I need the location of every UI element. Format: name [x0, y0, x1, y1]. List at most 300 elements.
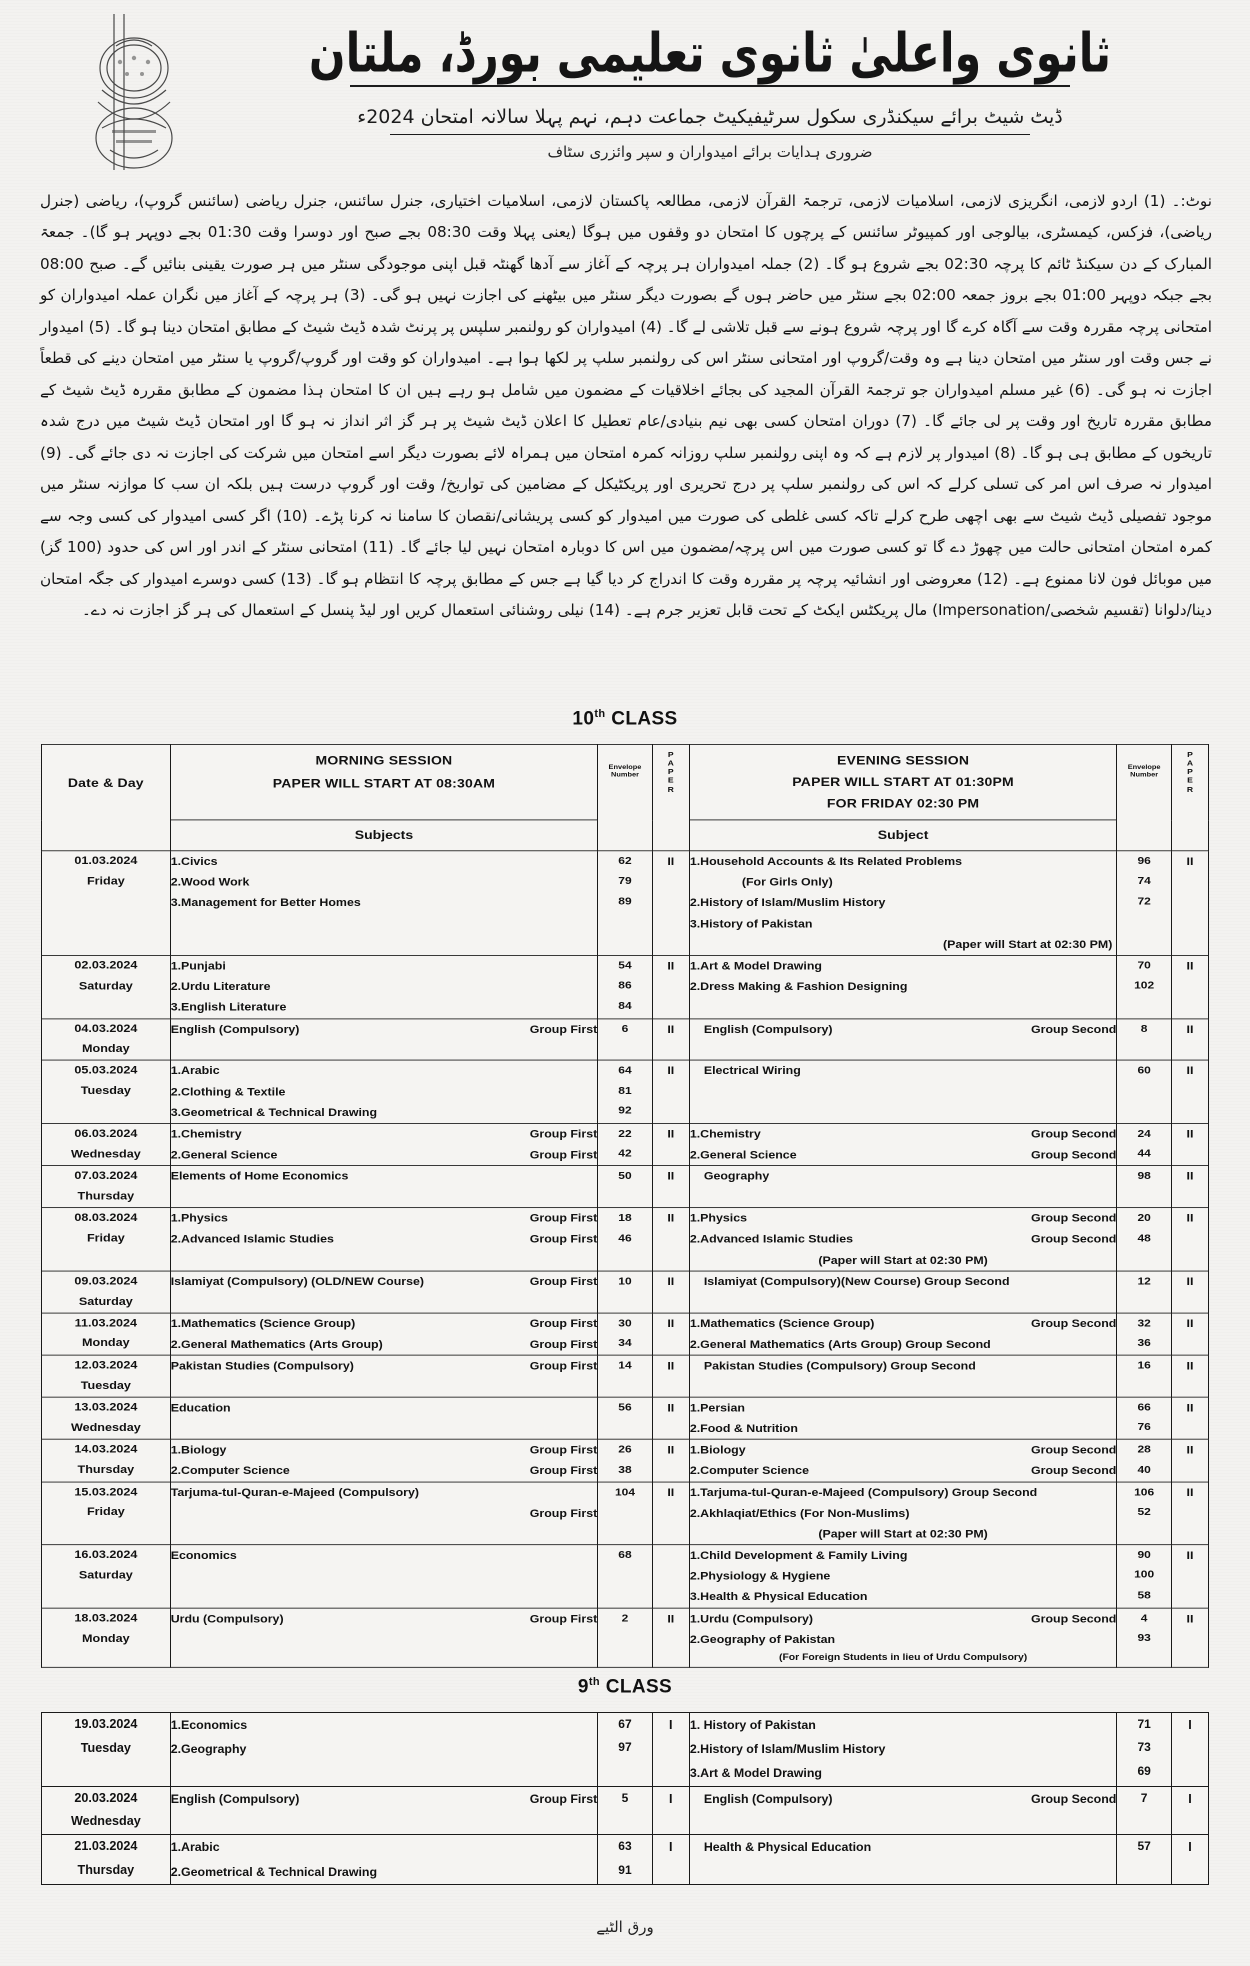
cell-evening-envelope — [1117, 1713, 1172, 1787]
cell-evening-envelope — [1117, 1060, 1172, 1123]
envelope-number: 7 — [1140, 1790, 1148, 1805]
subject-line — [690, 1440, 1117, 1461]
subject-line — [171, 851, 598, 872]
subject-name: English (Compulsory) — [703, 1791, 833, 1806]
subject-line — [171, 872, 598, 893]
subject-name: 2.History of Islam/Muslim History — [689, 896, 886, 910]
row-day: Friday — [86, 1232, 125, 1245]
cell-morning-subjects — [170, 1545, 598, 1608]
cell-morning-paper: II — [652, 851, 689, 956]
cell-date-day — [42, 1313, 171, 1355]
cell-morning-envelope — [598, 1166, 653, 1208]
row-day: Saturday — [78, 979, 133, 992]
envelope-number: 104 — [614, 1485, 635, 1498]
cell-evening-paper: II — [1171, 1313, 1208, 1355]
class10-banner — [41, 708, 1209, 730]
envelope-number: 48 — [1137, 1231, 1151, 1244]
subject-group: Group Second — [1030, 1212, 1117, 1225]
cell-morning-paper: II — [652, 1166, 689, 1208]
subject-name: 2.Geography of Pakistan — [689, 1633, 836, 1646]
table-row — [42, 1166, 1209, 1208]
cell-evening-envelope — [1117, 1786, 1172, 1835]
envelope-number: 40 — [1137, 1463, 1151, 1476]
cell-morning-envelope — [598, 1608, 653, 1668]
board-crest-icon — [72, 10, 192, 175]
subject-line — [690, 1355, 1117, 1376]
subject-line — [690, 872, 1117, 893]
table-row — [42, 1355, 1209, 1397]
row-day: Saturday — [78, 1569, 133, 1582]
table-row — [42, 1018, 1209, 1060]
cell-date-day — [42, 1439, 171, 1481]
cell-morning-envelope — [598, 1355, 653, 1397]
subject-line — [171, 1503, 598, 1519]
envelope-number: 26 — [618, 1443, 632, 1456]
subject-line — [690, 1587, 1117, 1608]
subject-name: 1.Tarjuma-tul-Quran-e-Majeed (Compulsory) Group Second — [689, 1486, 1038, 1499]
row-day: Monday — [82, 1337, 130, 1350]
cell-date-day — [42, 1545, 171, 1608]
subject-name: Geography — [703, 1170, 770, 1183]
cell-date-day — [42, 1060, 171, 1123]
subject-name: 1.Economics — [170, 1718, 248, 1732]
subject-line — [171, 1713, 598, 1737]
envelope-number: 50 — [618, 1169, 632, 1182]
table-row — [42, 851, 1209, 956]
header-envelope-evening — [1117, 744, 1172, 850]
subject-line — [171, 1608, 598, 1629]
subject-name: 2.Akhlaqiat/Ethics (For Non-Muslims) — [689, 1507, 910, 1520]
subject-group: Group Second — [1030, 1791, 1117, 1806]
cell-evening-envelope — [1117, 1166, 1172, 1208]
subject-group: Group First — [529, 1359, 598, 1372]
subject-line — [690, 1650, 1117, 1667]
subject-line — [690, 1250, 1117, 1271]
subject-line — [690, 1835, 1117, 1859]
cell-evening-subjects — [689, 1271, 1117, 1313]
cell-evening-envelope — [1117, 1439, 1172, 1481]
cell-evening-subjects — [689, 1166, 1117, 1208]
header-paper-evening — [1171, 744, 1208, 850]
cell-morning-subjects — [170, 1166, 598, 1208]
envelope-number: 79 — [618, 874, 632, 887]
subject-group: Group First — [529, 1233, 598, 1246]
subject-line — [171, 1102, 598, 1123]
class10-table-head — [42, 744, 1209, 850]
subject-name: 2.History of Islam/Muslim History — [689, 1742, 886, 1757]
row-date: 05.03.2024 — [74, 1064, 138, 1077]
cell-morning-paper: I — [652, 1835, 689, 1884]
subject-name: Pakistan Studies (Compulsory) — [170, 1359, 354, 1372]
subject-line — [690, 1460, 1117, 1481]
subject-name: English (Compulsory) — [170, 1023, 300, 1036]
title-divider — [350, 85, 1070, 87]
subject-name: 1.Household Accounts & Its Related Problems — [689, 855, 963, 868]
subject-name: 1.Physics — [689, 1212, 748, 1225]
page-footer: ورق الٹیے — [596, 1918, 654, 1936]
header-paper-morning-label: P A P E R — [667, 750, 674, 794]
cell-morning-subjects — [170, 1608, 598, 1668]
envelope-number: 86 — [618, 979, 632, 992]
cell-evening-paper: II — [1171, 955, 1208, 1018]
envelope-number: 74 — [1137, 874, 1151, 887]
subject-line — [171, 1860, 598, 1884]
cell-morning-paper: II — [652, 1608, 689, 1668]
subject-name: 1.Child Development & Family Living — [689, 1549, 908, 1562]
cell-evening-paper: II — [1171, 851, 1208, 956]
envelope-number: 84 — [618, 999, 632, 1012]
cell-evening-paper: I — [1171, 1786, 1208, 1835]
subject-name: 2.Wood Work — [170, 876, 250, 889]
cell-morning-paper: II — [652, 1482, 689, 1545]
cell-morning-subjects — [170, 1482, 598, 1545]
instructions-heading: ضروری ہدایات برائے امیدواران و سپر وائزری سٹاف — [547, 143, 873, 162]
subject-line — [690, 1208, 1117, 1229]
row-date: 09.03.2024 — [74, 1274, 138, 1287]
subject-group: Group Second — [1030, 1317, 1117, 1330]
cell-morning-envelope — [598, 1123, 653, 1165]
cell-morning-envelope — [598, 851, 653, 956]
subject-name: Islamiyat (Compulsory)(New Course) Group Second — [703, 1275, 1010, 1288]
cell-evening-paper: I — [1171, 1835, 1208, 1884]
header-date-day — [42, 744, 171, 850]
cell-evening-envelope — [1117, 1355, 1172, 1397]
subject-group: Group Second — [1030, 1023, 1117, 1036]
subject-line — [690, 1787, 1117, 1811]
row-day: Thursday — [77, 1190, 135, 1203]
subject-line — [690, 1608, 1117, 1629]
row-day: Tuesday — [80, 1740, 131, 1755]
subject-name: 2.Physiology & Hygiene — [689, 1570, 831, 1583]
subject-group: Group First — [529, 1444, 598, 1457]
table-row — [42, 1608, 1209, 1668]
subject-line — [690, 1397, 1117, 1418]
header-subjects-evening-label: Subject — [877, 828, 929, 842]
subject-line — [690, 1313, 1117, 1334]
envelope-number: 57 — [1137, 1839, 1151, 1854]
cell-evening-subjects — [689, 1397, 1117, 1439]
datesheet-subtitle: ڈیٹ شیٹ برائے سیکنڈری سکول سرٹیفیکیٹ جماعت دہم، نہم پہلا سالانہ امتحان 2024ء — [357, 106, 1063, 129]
row-date: 02.03.2024 — [74, 959, 138, 972]
cell-date-day — [42, 1608, 171, 1668]
cell-evening-paper: II — [1171, 1271, 1208, 1313]
subject-name: 2.General Mathematics (Arts Group) — [170, 1338, 383, 1351]
class10-section — [41, 708, 1209, 1821]
subject-name: Pakistan Studies (Compulsory) Group Second — [703, 1359, 976, 1372]
cell-morning-paper: II — [652, 1355, 689, 1397]
subject-name: 3.Geometrical & Technical Drawing — [170, 1106, 378, 1119]
board-title: ثانوی واعلیٰ ثانوی تعلیمی بورڈ، ملتان — [308, 22, 1112, 86]
row-date: 06.03.2024 — [74, 1127, 138, 1140]
header-morning-title: MORNING SESSION — [315, 753, 453, 768]
cell-date-day — [42, 1786, 171, 1835]
subject-name: Economics — [170, 1549, 237, 1562]
table-row — [42, 1397, 1209, 1439]
cell-date-day — [42, 1482, 171, 1545]
subject-name: 3.History of Pakistan — [689, 917, 813, 930]
cell-evening-paper: II — [1171, 1355, 1208, 1397]
cell-evening-envelope — [1117, 1397, 1172, 1439]
cell-morning-subjects — [170, 1397, 598, 1439]
envelope-number: 20 — [1137, 1211, 1151, 1224]
cell-morning-paper: II — [652, 1271, 689, 1313]
cell-morning-paper: I — [652, 1786, 689, 1835]
row-day: Wednesday — [70, 1147, 141, 1160]
cell-morning-paper: II — [652, 1018, 689, 1060]
row-date: 07.03.2024 — [74, 1169, 138, 1182]
subject-line — [690, 1019, 1117, 1040]
subject-line — [690, 1124, 1117, 1145]
table-row — [42, 1208, 1209, 1271]
envelope-number: 96 — [1137, 854, 1151, 867]
envelope-number: 32 — [1137, 1316, 1151, 1329]
class9-banner — [41, 1676, 1209, 1698]
subject-line — [171, 1208, 598, 1229]
subject-group: Group First — [529, 1612, 598, 1625]
envelope-number: 89 — [618, 894, 632, 907]
cell-date-day — [42, 1208, 171, 1271]
cell-date-day — [42, 1397, 171, 1439]
subject-name: 1.Punjabi — [170, 960, 226, 973]
envelope-number: 54 — [618, 959, 632, 972]
subject-line — [690, 893, 1117, 914]
subject-name: Health & Physical Education — [703, 1840, 872, 1855]
cell-evening-subjects — [689, 1608, 1117, 1668]
class9-number: 9 — [577, 1676, 589, 1698]
row-date: 21.03.2024 — [74, 1839, 138, 1854]
cell-date-day — [42, 851, 171, 956]
subject-group: Group Second — [1030, 1612, 1117, 1625]
cell-morning-subjects — [170, 1355, 598, 1397]
subject-line — [690, 1145, 1117, 1166]
envelope-number: 42 — [618, 1147, 632, 1160]
cell-morning-envelope — [598, 1713, 653, 1787]
subject-line — [690, 1418, 1117, 1439]
cell-morning-subjects — [170, 1713, 598, 1787]
header-evening-session — [689, 744, 1117, 819]
envelope-number: 36 — [1137, 1336, 1151, 1349]
subject-name: 1.Physics — [170, 1212, 228, 1225]
envelope-number: 76 — [1137, 1420, 1151, 1433]
row-date: 14.03.2024 — [74, 1443, 138, 1456]
cell-morning-envelope — [598, 1482, 653, 1545]
subject-name: 1.Arabic — [170, 1840, 220, 1855]
subject-line — [171, 1787, 598, 1811]
subject-line — [171, 1545, 598, 1566]
table-row — [42, 1482, 1209, 1545]
header-date-day-label: Date & Day — [67, 775, 144, 790]
page-header — [0, 0, 1250, 175]
cell-morning-paper: II — [652, 1313, 689, 1355]
subject-name: 2.Food & Nutrition — [689, 1422, 798, 1435]
cell-morning-subjects — [170, 1018, 598, 1060]
envelope-number: 24 — [1137, 1127, 1151, 1140]
subject-line — [690, 1566, 1117, 1587]
subject-name: 1.Civics — [170, 855, 218, 868]
cell-evening-subjects — [689, 1713, 1117, 1787]
subject-group: Group First — [529, 1023, 598, 1036]
subject-line — [690, 1334, 1117, 1355]
cell-morning-paper: II — [652, 1397, 689, 1439]
envelope-number: 34 — [618, 1336, 632, 1349]
cell-evening-paper: II — [1171, 1545, 1208, 1608]
class10-table — [41, 744, 1209, 1668]
subject-line — [690, 1271, 1117, 1292]
cell-morning-paper: II — [652, 1439, 689, 1481]
cell-morning-envelope — [598, 1271, 653, 1313]
envelope-number: 93 — [1137, 1631, 1151, 1644]
cell-evening-subjects — [689, 1060, 1117, 1123]
subject-line — [171, 1061, 598, 1082]
table-row — [42, 955, 1209, 1018]
cell-morning-envelope — [598, 1397, 653, 1439]
cell-date-day — [42, 955, 171, 1018]
subject-name: Tarjuma-tul-Quran-e-Majeed (Compulsory) — [170, 1486, 419, 1499]
subject-name: 1.Arabic — [170, 1065, 220, 1078]
cell-date-day — [42, 1271, 171, 1313]
envelope-number: 60 — [1137, 1064, 1151, 1077]
cell-morning-envelope — [598, 1786, 653, 1835]
cell-morning-envelope — [598, 1313, 653, 1355]
subject-line — [171, 1355, 598, 1376]
subject-name: 1.Art & Model Drawing — [689, 960, 823, 973]
envelope-number: 18 — [618, 1211, 632, 1224]
subject-line — [690, 1229, 1117, 1250]
row-day: Friday — [86, 875, 125, 888]
envelope-number: 73 — [1137, 1740, 1151, 1755]
row-day: Saturday — [78, 1295, 133, 1308]
envelope-number: 64 — [618, 1064, 632, 1077]
header-envelope-morning — [598, 744, 653, 850]
subject-line — [171, 1229, 598, 1250]
subject-name: Elements of Home Economics — [170, 1170, 349, 1183]
table-row — [42, 1439, 1209, 1481]
subject-line — [171, 1397, 598, 1418]
subject-name: 1.Persian — [689, 1401, 745, 1414]
envelope-number: 14 — [618, 1358, 632, 1371]
cell-evening-paper: II — [1171, 1397, 1208, 1439]
subject-name: Education — [170, 1401, 231, 1414]
header-evening-time-friday: FOR FRIDAY 02:30 PM — [826, 796, 980, 811]
envelope-number: 30 — [618, 1316, 632, 1329]
subject-note: (For Foreign Students in lieu of Urdu Compulsory) — [778, 1653, 1028, 1663]
envelope-number: 90 — [1137, 1548, 1151, 1561]
subject-line — [171, 1313, 598, 1334]
subject-group: Group Second — [1030, 1148, 1117, 1161]
table-row — [42, 1835, 1209, 1884]
subject-line — [690, 1503, 1117, 1524]
header-paper-evening-label: P A P E R — [1186, 750, 1194, 794]
cell-morning-subjects — [170, 1271, 598, 1313]
cell-evening-subjects — [689, 1835, 1117, 1884]
row-date: 20.03.2024 — [74, 1790, 138, 1805]
subject-group: Group First — [529, 1317, 598, 1330]
subject-group: Group First — [529, 1791, 598, 1806]
cell-morning-subjects — [170, 1060, 598, 1123]
cell-date-day — [42, 1713, 171, 1787]
envelope-number: 67 — [618, 1717, 632, 1731]
subject-group: Group Second — [1030, 1464, 1117, 1477]
table-row — [42, 1713, 1209, 1787]
subject-name: 1.Biology — [689, 1444, 746, 1457]
cell-morning-paper — [652, 1545, 689, 1608]
subject-name: 1.Chemistry — [689, 1128, 761, 1141]
subject-line — [171, 956, 598, 977]
subject-name: English (Compulsory) — [170, 1791, 300, 1806]
cell-evening-paper: II — [1171, 1208, 1208, 1271]
subject-line — [171, 1835, 598, 1859]
cell-evening-subjects — [689, 955, 1117, 1018]
row-day: Friday — [86, 1506, 125, 1519]
envelope-number: 72 — [1137, 894, 1151, 907]
envelope-number: 46 — [618, 1231, 632, 1244]
header-morning-session — [170, 744, 598, 819]
title-block — [230, 22, 1190, 162]
cell-morning-envelope — [598, 1018, 653, 1060]
subject-line — [690, 1166, 1117, 1187]
subject-line — [690, 913, 1117, 934]
envelope-number: 22 — [618, 1127, 632, 1140]
cell-evening-envelope — [1117, 955, 1172, 1018]
envelope-number: 66 — [1137, 1400, 1151, 1413]
envelope-number: 63 — [618, 1839, 632, 1854]
subject-line — [171, 977, 598, 998]
cell-date-day — [42, 1355, 171, 1397]
subject-line — [171, 1271, 598, 1292]
subject-line — [171, 1166, 598, 1187]
cell-evening-paper: II — [1171, 1060, 1208, 1123]
subject-line — [171, 997, 598, 1018]
subject-line — [690, 1629, 1117, 1650]
cell-morning-subjects — [170, 1786, 598, 1835]
subject-line — [690, 1545, 1117, 1566]
cell-evening-envelope — [1117, 1835, 1172, 1884]
subtitle-divider — [390, 134, 1030, 135]
class9-table — [41, 1712, 1209, 1885]
row-date: 12.03.2024 — [74, 1358, 138, 1371]
subject-name: 2.General Mathematics (Arts Group) Group Second — [689, 1338, 991, 1351]
subject-line — [171, 1019, 598, 1040]
cell-evening-subjects — [689, 1786, 1117, 1835]
subject-line — [171, 893, 598, 914]
subject-name: 2.Computer Science — [170, 1464, 290, 1477]
subject-name: 3.English Literature — [170, 1001, 287, 1014]
cell-evening-subjects — [689, 1355, 1117, 1397]
subject-line — [690, 1761, 1117, 1785]
row-day: Thursday — [77, 1863, 135, 1878]
cell-evening-envelope — [1117, 1545, 1172, 1608]
subject-note: (Paper will Start at 02:30 PM) — [942, 938, 1113, 951]
row-date: 08.03.2024 — [74, 1211, 138, 1224]
cell-date-day — [42, 1018, 171, 1060]
row-date: 15.03.2024 — [74, 1485, 138, 1498]
subject-name: 3.Management for Better Homes — [170, 896, 361, 910]
envelope-number: 97 — [618, 1740, 632, 1755]
envelope-number: 70 — [1137, 959, 1151, 972]
cell-date-day — [42, 1166, 171, 1208]
cell-evening-paper: II — [1171, 1439, 1208, 1481]
header-paper-morning — [652, 744, 689, 850]
table-row — [42, 1271, 1209, 1313]
envelope-number: 16 — [1137, 1358, 1151, 1371]
subject-name: 1.Mathematics (Science Group) — [170, 1317, 356, 1330]
envelope-number: 28 — [1137, 1443, 1151, 1456]
class9-table-body — [42, 1713, 1209, 1885]
subject-name: 3.Health & Physical Education — [689, 1590, 868, 1603]
envelope-number: 100 — [1134, 1568, 1155, 1581]
cell-evening-paper: II — [1171, 1482, 1208, 1545]
cell-morning-subjects — [170, 1439, 598, 1481]
